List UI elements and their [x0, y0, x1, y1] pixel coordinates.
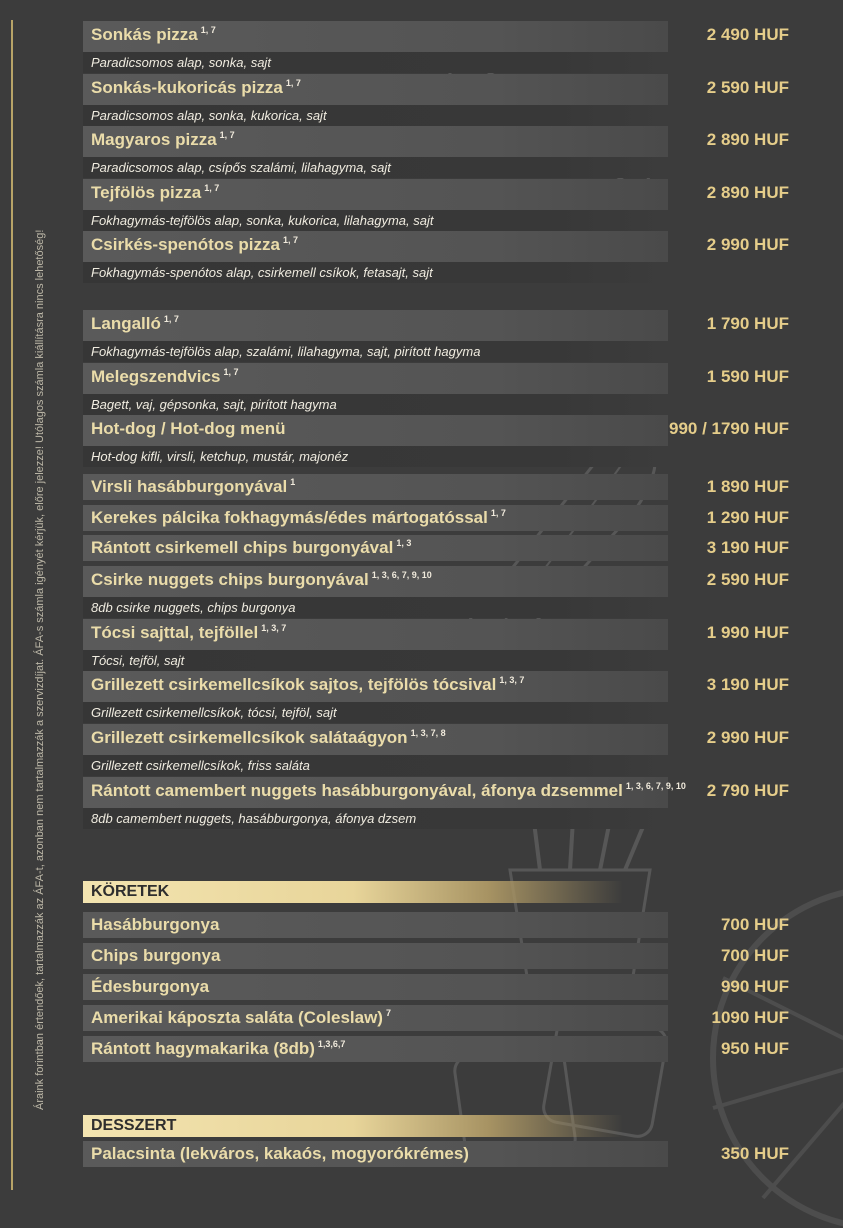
menu-item — [83, 179, 789, 231]
item-price: 1 890 HUF — [706, 477, 789, 496]
item-name — [91, 946, 220, 966]
item-name — [91, 1144, 469, 1164]
menu-item — [83, 363, 789, 415]
allergen-codes: 1, 7 — [219, 130, 235, 141]
allergen-codes: 1, 3, 7 — [261, 623, 287, 634]
item-name-text: Chips burgonya — [91, 946, 221, 965]
item-price: 700 HUF — [720, 946, 789, 965]
item-price: 2 590 HUF — [706, 77, 789, 97]
item-price: 950 HUF — [720, 1039, 789, 1058]
item-name — [91, 419, 286, 439]
menu-item — [83, 974, 789, 1000]
item-name — [91, 314, 179, 334]
item-name — [91, 1039, 345, 1059]
item-name-text: Sonkás-kukoricás pizza — [91, 77, 283, 97]
menu-item — [83, 310, 789, 362]
item-name-text: Sonkás pizza — [91, 25, 198, 44]
menu-item — [83, 74, 789, 126]
item-name-text: Palacsinta (lekváros, kakaós, mogyorókrémes) — [91, 1144, 469, 1163]
item-price: 1 590 HUF — [706, 367, 789, 386]
item-price: 990 / 1790 HUF — [668, 419, 789, 438]
menu-item — [83, 912, 789, 938]
item-price: 3 190 HUF — [706, 538, 789, 557]
menu-item — [83, 1005, 789, 1031]
menu-item — [83, 943, 789, 969]
allergen-codes: 1, 3, 7, 8 — [410, 728, 446, 739]
item-description: Paradicsomos alap, sonka, sajt — [91, 55, 271, 70]
item-name-text: Csirke nuggets chips burgonyával — [91, 570, 369, 589]
allergen-codes: 1, 3, 7 — [499, 675, 525, 686]
item-name-text: Virsli hasábburgonyával — [91, 477, 288, 496]
item-name-text: Kerekes pálcika fokhagymás/édes mártogatóssal — [91, 508, 488, 527]
allergen-codes: 1, 7 — [163, 314, 179, 325]
allergen-codes: 1, 3, 6, 7, 9, 10 — [625, 781, 686, 792]
item-name — [91, 728, 446, 748]
item-price: 2 790 HUF — [706, 781, 789, 800]
menu-item — [83, 619, 789, 671]
item-description: Bagett, vaj, gépsonka, sajt, pirított hagyma — [91, 397, 337, 412]
item-name — [91, 78, 301, 98]
section-title: KÖRETEK — [91, 883, 170, 900]
item-name-text: Hasábburgonya — [91, 915, 220, 934]
menu-item — [83, 126, 789, 178]
item-description: Fokhagymás-spenótos alap, csirkemell csíkok, fetasajt, sajt — [91, 265, 433, 280]
item-description: Grillezett csirkemellcsíkok, friss saláta — [91, 758, 310, 773]
item-description: 8db csirke nuggets, chips burgonya — [91, 600, 296, 615]
item-price: 2 990 HUF — [706, 235, 789, 254]
item-name-text: Édesburgonya — [91, 977, 210, 996]
item-name — [91, 25, 216, 45]
item-price: 2 990 HUF — [706, 728, 789, 747]
item-name — [91, 675, 524, 695]
item-name-text: Grillezett csirkemellcsíkok salátaágyon — [91, 728, 408, 747]
item-price: 2 590 HUF — [706, 570, 789, 589]
menu-item — [83, 671, 789, 723]
item-price: 2 890 HUF — [706, 130, 789, 149]
item-name — [91, 235, 298, 255]
allergen-codes: 1, 7 — [223, 367, 239, 378]
item-price: 2 490 HUF — [706, 25, 789, 44]
allergen-codes: 1 — [290, 477, 296, 488]
item-name — [91, 915, 219, 935]
menu-item — [83, 415, 789, 467]
item-name-text: Langalló — [91, 314, 161, 333]
item-name-text: Rántott camembert nuggets hasábburgonyával, áfonya dzsemmel — [91, 781, 623, 800]
item-name — [91, 977, 209, 997]
item-price: 990 HUF — [720, 977, 789, 996]
decorative-rule — [11, 20, 13, 1190]
allergen-codes: 1, 3, 6, 7, 9, 10 — [371, 570, 432, 581]
item-name — [91, 623, 286, 643]
item-description: Paradicsomos alap, csípős szalámi, lilahagyma, sajt — [91, 160, 391, 175]
section-header-desszert — [83, 1115, 623, 1137]
item-name — [91, 130, 235, 150]
item-name — [91, 477, 295, 497]
item-name-text: Tejfölös pizza — [91, 182, 202, 202]
item-price: 1 790 HUF — [706, 314, 789, 333]
item-name — [91, 781, 686, 801]
item-name-text: Rántott csirkemell chips burgonyával — [91, 538, 394, 557]
item-description: Fokhagymás-tejfölös alap, szalámi, lilahagyma, sajt, pirított hagyma — [91, 344, 481, 359]
allergen-codes: 1, 7 — [285, 77, 301, 88]
menu-item — [83, 505, 789, 531]
menu-item — [83, 1141, 789, 1167]
item-name-text: Rántott hagymakarika (8db) — [91, 1039, 315, 1058]
price-disclaimer: Áraink forintban értendőek, tartalmazzák az ÁFA-t, azonban nem tartalmazzák a szervizdíjat. ÁFA-s számla igényét kérjük, előre jelezze! Utólagos számla kiállításra nincs lehetőség! — [34, 229, 46, 1110]
item-description: Hot-dog kifli, virsli, ketchup, mustár, majonéz — [91, 449, 349, 464]
allergen-codes: 1, 7 — [204, 182, 220, 193]
allergen-codes: 1, 3 — [396, 538, 412, 549]
allergen-codes: 7 — [385, 1008, 391, 1019]
item-name-text: Grillezett csirkemellcsíkok sajtos, tejfölös tócsival — [91, 675, 497, 694]
item-price: 700 HUF — [720, 915, 789, 934]
menu-item — [83, 21, 789, 73]
menu-item — [83, 566, 789, 618]
menu-item — [83, 1036, 789, 1062]
menu-item — [83, 474, 789, 500]
item-name — [91, 367, 238, 387]
item-name — [91, 538, 411, 558]
menu-item — [83, 724, 789, 776]
item-name — [91, 570, 432, 590]
allergen-codes: 1, 7 — [282, 235, 298, 246]
item-price: 1 990 HUF — [706, 623, 789, 642]
allergen-codes: 1,3,6,7 — [317, 1039, 346, 1050]
item-description: Grillezett csirkemellcsíkok, tócsi, tejföl, sajt — [91, 705, 337, 720]
menu-item — [83, 777, 789, 829]
item-name — [91, 183, 219, 203]
allergen-codes: 1, 7 — [490, 508, 506, 519]
item-price: 3 190 HUF — [706, 675, 789, 694]
item-name-text: Magyaros pizza — [91, 130, 217, 149]
item-description: Tócsi, tejföl, sajt — [91, 653, 185, 668]
item-price: 2 890 HUF — [706, 182, 789, 202]
item-description: 8db camembert nuggets, hasábburgonya, áfonya dzsem — [91, 811, 417, 826]
item-name — [91, 508, 506, 528]
item-name-text: Hot-dog / Hot-dog menü — [91, 419, 286, 438]
item-name-text: Amerikai káposzta saláta (Coleslaw) — [91, 1008, 383, 1027]
section-title: DESSZERT — [91, 1117, 177, 1134]
item-name-text: Csirkés-spenótos pizza — [91, 235, 280, 254]
item-name — [91, 1008, 391, 1028]
menu-item — [83, 231, 789, 283]
section-header-koretek — [83, 881, 623, 903]
item-price: 1090 HUF — [711, 1008, 789, 1027]
item-price: 1 290 HUF — [706, 508, 789, 527]
allergen-codes: 1, 7 — [200, 25, 216, 36]
item-description: Fokhagymás-tejfölös alap, sonka, kukorica, lilahagyma, sajt — [91, 212, 434, 228]
item-price: 350 HUF — [720, 1144, 789, 1163]
item-description: Paradicsomos alap, sonka, kukorica, sajt — [91, 107, 327, 123]
menu-item — [83, 535, 789, 561]
item-name-text: Tócsi sajttal, tejföllel — [91, 623, 259, 642]
item-name-text: Melegszendvics — [91, 367, 221, 386]
